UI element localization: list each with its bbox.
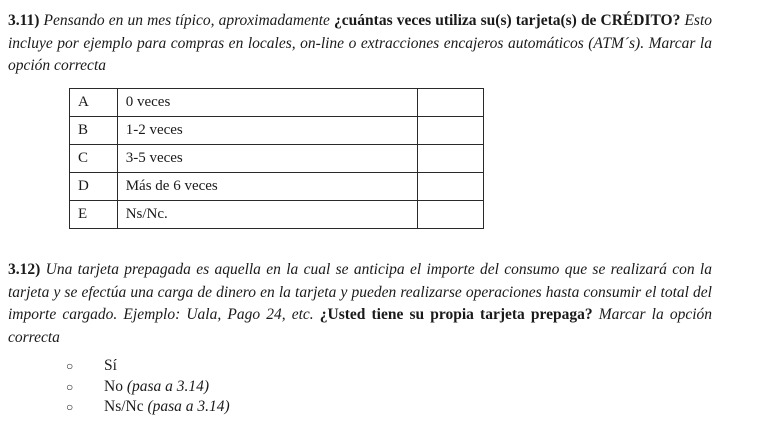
option-note: (pasa a 3.14): [147, 398, 230, 415]
table-row[interactable]: [70, 117, 484, 145]
option-mark-cell[interactable]: [417, 173, 483, 201]
option-text: 1-2 veces: [117, 117, 417, 145]
option-text: 3-5 veces: [117, 145, 417, 173]
options-list-3-12: [66, 356, 230, 418]
question-number: 3.12): [8, 261, 41, 278]
question-intro: Pensando en un mes típico, aproximadamente: [43, 12, 330, 29]
table-row[interactable]: [70, 201, 484, 229]
question-instruction: Marcar la opción correcta: [8, 306, 713, 346]
table-row[interactable]: [70, 145, 484, 173]
option-label: No: [104, 377, 123, 395]
option-letter: D: [70, 173, 118, 201]
radio-circle-icon[interactable]: ○: [66, 400, 74, 414]
question-3-12-text: [8, 259, 712, 349]
option-mark-cell[interactable]: [417, 117, 483, 145]
option-text: Ns/Nc.: [117, 201, 417, 229]
table-row[interactable]: [70, 173, 484, 201]
option-note: (pasa a 3.14): [126, 377, 210, 395]
option-label: Sí: [104, 357, 117, 374]
table-row[interactable]: [70, 89, 484, 117]
question-intro: Una tarjeta prepagada es aquella en la cual se anticipa el importe del consumo que se realizará con la tarjeta y se efectúa una carga de dinero en la tarjeta y pueden realizarse operaciones hasta consumir el total del importe cargado. Ejemplo: Uala, Pago 24, etc.: [8, 261, 712, 323]
question-main: ¿cuántas veces utiliza su(s) tarjeta(s) de CRÉDITO?: [334, 12, 681, 29]
radio-circle-icon[interactable]: ○: [66, 359, 74, 373]
question-number: 3.11): [8, 12, 40, 29]
radio-circle-icon[interactable]: ○: [66, 379, 74, 394]
option-letter: C: [70, 145, 118, 173]
option-text: 0 veces: [117, 89, 417, 117]
question-3-11-text: [8, 10, 712, 78]
option-mark-cell[interactable]: [417, 145, 483, 173]
radio-option-si[interactable]: [66, 356, 230, 377]
option-letter: A: [70, 89, 118, 117]
question-detail: Esto incluye por ejemplo para compras en locales, on-line o extracciones encajeros automáticos (ATM´s). Marcar la opción correcta: [8, 12, 713, 74]
option-letter: E: [70, 201, 118, 229]
radio-option-nsnc[interactable]: [66, 397, 230, 418]
radio-option-no[interactable]: [66, 377, 230, 398]
options-table-3-11: [69, 88, 484, 229]
option-mark-cell[interactable]: [417, 89, 483, 117]
option-text: Más de 6 veces: [117, 173, 417, 201]
option-label: Ns/Nc: [104, 398, 144, 415]
option-mark-cell[interactable]: [417, 201, 483, 229]
option-letter: B: [70, 117, 118, 145]
question-main: ¿Usted tiene su propia tarjeta prepaga?: [319, 306, 593, 323]
